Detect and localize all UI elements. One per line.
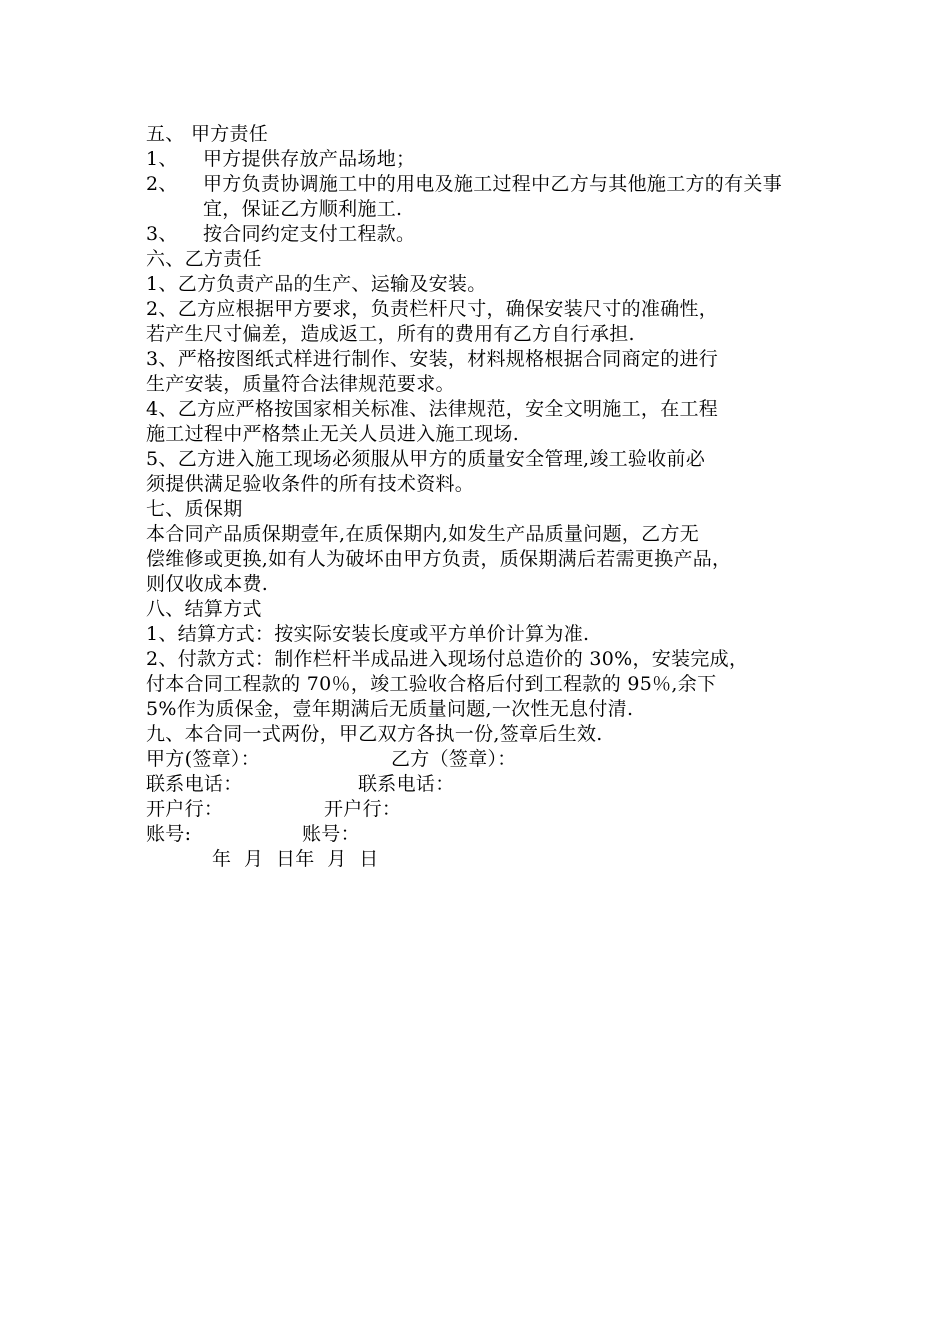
paragraph-line: 4、乙方应严格按国家相关标准、法律规范，安全文明施工，在工程 (146, 398, 719, 420)
signature-row (146, 747, 826, 772)
date-line: 年 月 日年 月 日 (212, 848, 379, 870)
account-row (146, 822, 826, 847)
list-item (146, 147, 826, 172)
paragraph-line: 3、严格按图纸式样进行制作、安装，材料规格根据合同商定的进行 (146, 348, 719, 370)
paragraph-line: 2、付款方式：制作栏杆半成品进入现场付总造价的 30%，安装完成， (146, 648, 749, 670)
list-item-text: 甲方负责协调施工中的用电及施工过程中乙方与其他施工方的有关事宜，保证乙方顺利施工. (203, 173, 783, 220)
paragraph-line: 须提供满足验收条件的所有技术资料。 (146, 473, 475, 495)
party-a-account-label: 账号: (146, 823, 192, 845)
paragraph-line: 1、乙方负责产品的生产、运输及安装。 (146, 273, 487, 295)
paragraph-line: 1、结算方式：按实际安装长度或平方单价计算为准. (146, 623, 590, 645)
party-b-seal-label: 乙方（签章）： (391, 748, 517, 770)
bank-row (146, 797, 826, 822)
section-heading-party-b-duties: 六、乙方责任 (146, 248, 262, 270)
party-a-bank-label: 开户行： (146, 798, 224, 820)
paragraph-line: 本合同产品质保期壹年,在质保期内,如发生产品质量问题，乙方无 (146, 523, 700, 545)
list-item-number: 3、 (146, 223, 178, 245)
list-item-text: 甲方提供存放产品场地； (203, 148, 416, 170)
section-heading-settlement: 八、结算方式 (146, 598, 262, 620)
party-b-bank-label: 开户行： (324, 798, 402, 820)
party-b-phone-label: 联系电话： (358, 773, 455, 795)
paragraph-line: 5%作为质保金，壹年期满后无质量问题,一次性无息付清. (146, 698, 634, 720)
paragraph-line: 偿维修或更换,如有人为破坏由甲方负责，质保期满后若需更换产品， (146, 548, 732, 570)
party-b-account-label: 账号： (302, 823, 360, 845)
section-heading-warranty: 七、质保期 (146, 498, 243, 520)
section-heading-party-a-duties: 五、 甲方责任 (146, 123, 269, 145)
list-item (146, 172, 826, 222)
section-copies-clause: 九、本合同一式两份，甲乙双方各执一份,签章后生效. (146, 723, 603, 745)
paragraph-line: 则仅收成本费. (146, 573, 269, 595)
paragraph-line: 5、乙方进入施工现场必须服从甲方的质量安全管理,竣工验收前必 (146, 448, 706, 470)
paragraph-line: 若产生尺寸偏差，造成返工，所有的费用有乙方自行承担. (146, 323, 635, 345)
paragraph-line: 施工过程中严格禁止无关人员进入施工现场. (146, 423, 520, 445)
list-item-number: 1、 (146, 148, 178, 170)
contract-body (146, 122, 826, 872)
list-item-number: 2、 (146, 173, 178, 195)
party-a-seal-label: 甲方(签章）： (146, 748, 261, 770)
paragraph-line: 2、乙方应根据甲方要求，负责栏杆尺寸，确保安装尺寸的准确性， (146, 298, 719, 320)
party-a-phone-label: 联系电话： (146, 773, 243, 795)
list-item (146, 222, 826, 247)
paragraph-line: 付本合同工程款的 70％，竣工验收合格后付到工程款的 95％,余下 (146, 673, 717, 695)
list-item-text: 按合同约定支付工程款。 (203, 223, 416, 245)
paragraph-line: 生产安装，质量符合法律规范要求。 (146, 373, 455, 395)
phone-row (146, 772, 826, 797)
